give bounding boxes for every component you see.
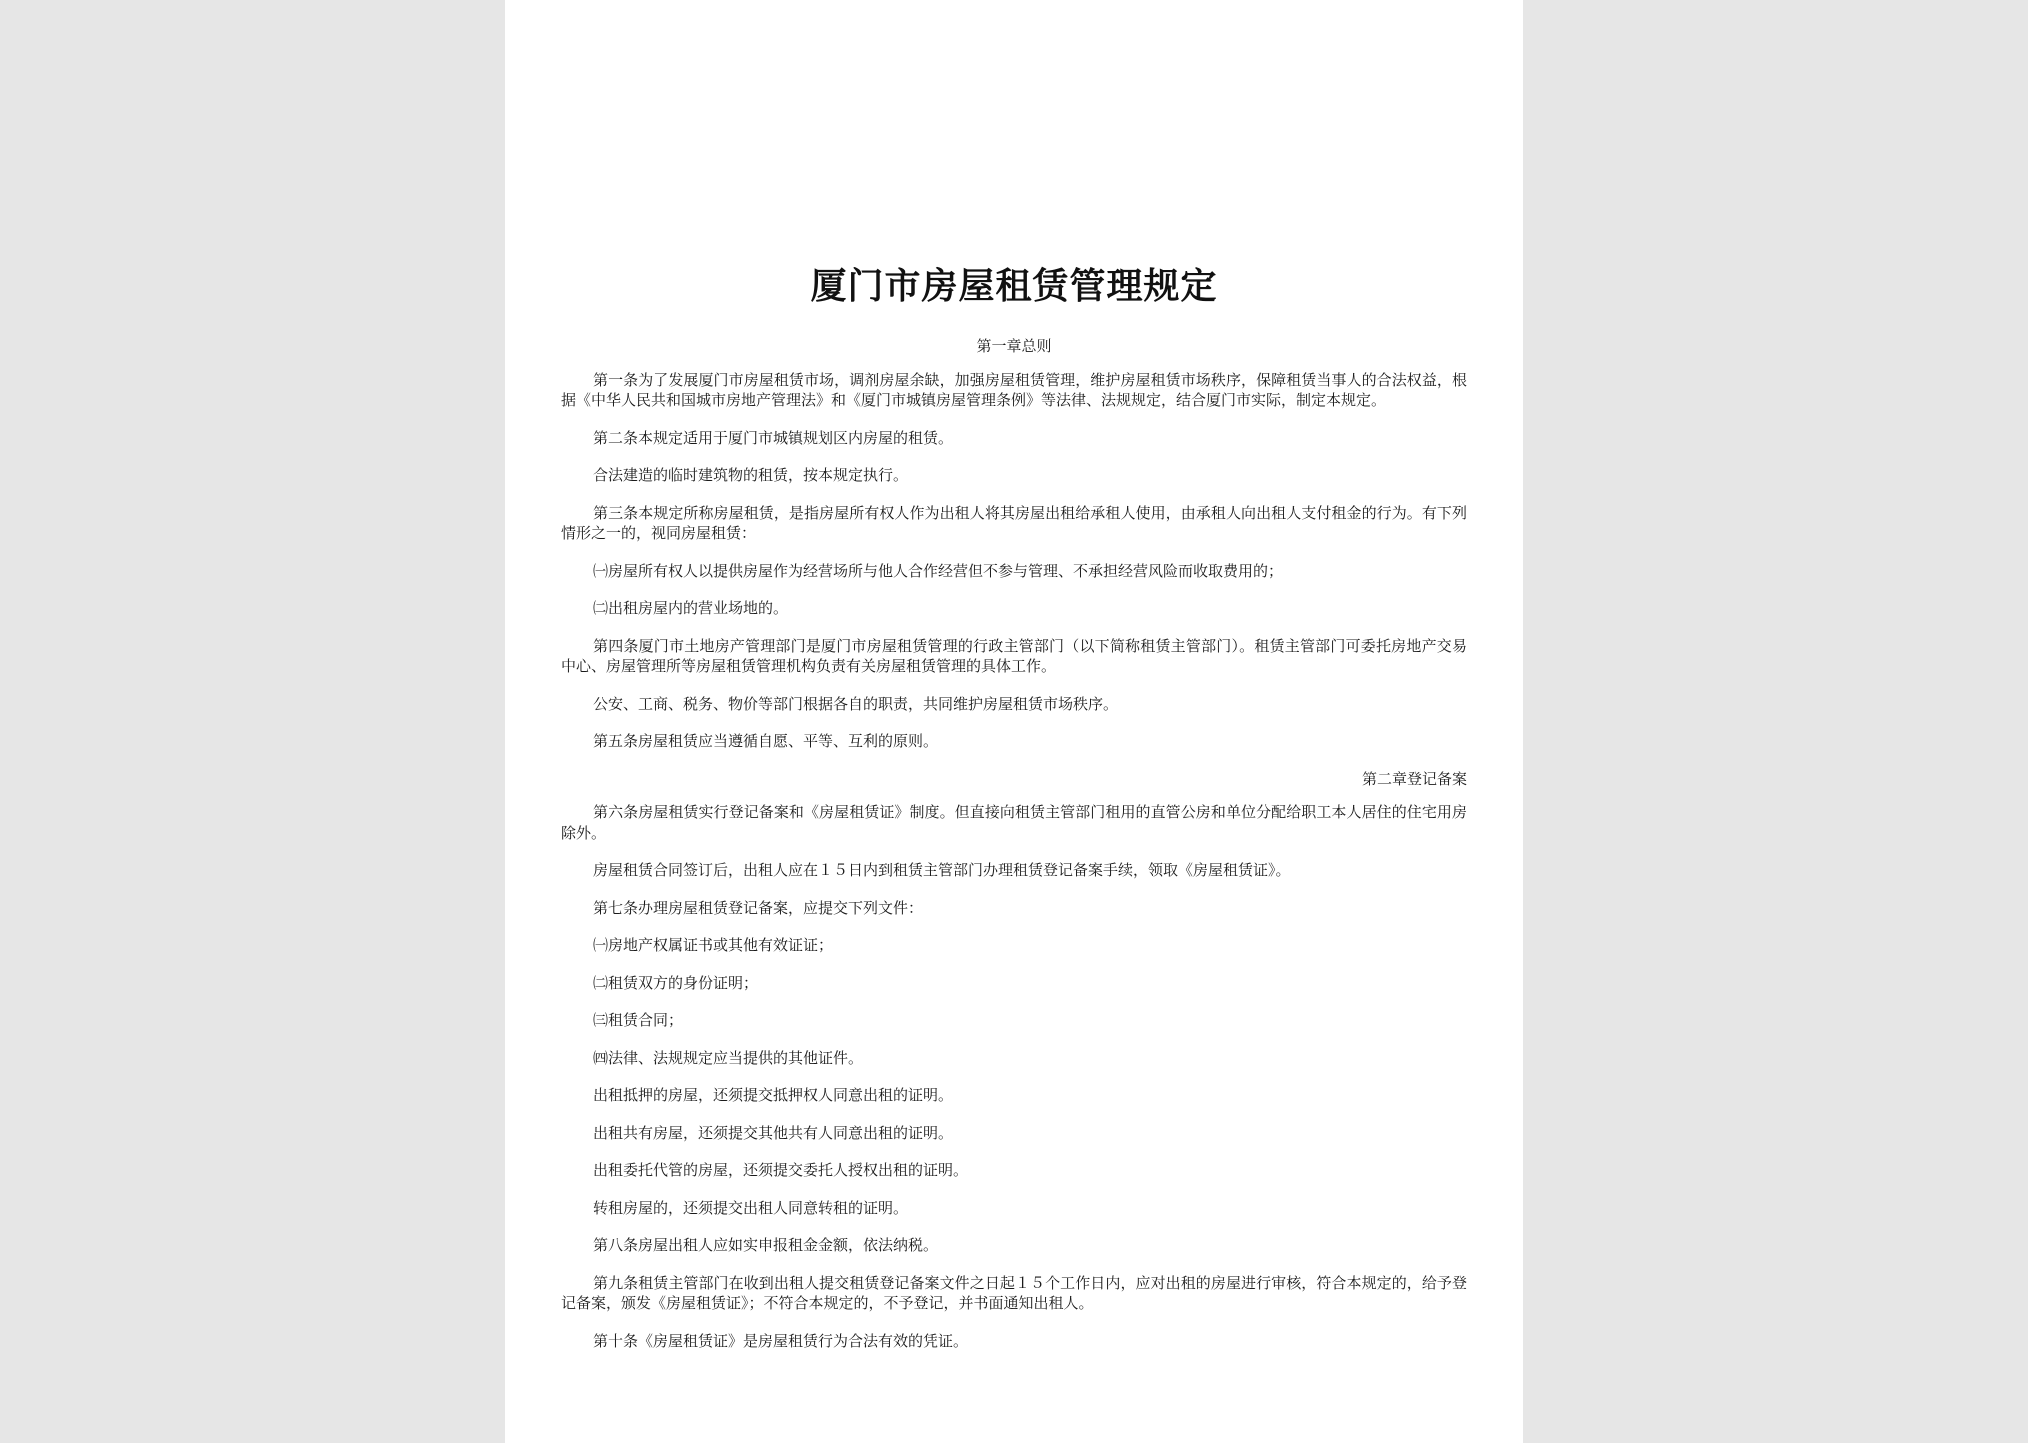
- paragraph-article-9: 第九条租赁主管部门在收到出租人提交租赁登记备案文件之日起１５个工作日内，应对出租的房屋进行审核，符合本规定的，给予登记备案，颁发《房屋租赁证》；不符合本规定的，不予登记，并书面通知出租人。: [561, 1273, 1467, 1312]
- paragraph-departments: 公安、工商、税务、物价等部门根据各自的职责，共同维护房屋租赁市场秩序。: [593, 694, 1119, 713]
- paragraph-temporary-buildings: 合法建造的临时建筑物的租赁，按本规定执行。: [593, 466, 909, 484]
- paragraph-article-7-item-2: ㈡租赁双方的身份证明；: [593, 973, 759, 992]
- paragraph-article-7-item-4: ㈣法律、法规规定应当提供的其他证件。: [593, 1048, 864, 1067]
- paragraph-article-2: 第二条本规定适用于厦门市城镇规划区内房屋的租赁。: [593, 428, 954, 447]
- paragraph-article-7: 第七条办理房屋租赁登记备案，应提交下列文件：: [593, 898, 924, 917]
- paragraph-registration-deadline: 房屋租赁合同签订后，出租人应在１５日内到租赁主管部门办理租赁登记备案手续，领取《房屋租赁证》。: [593, 861, 1291, 879]
- paragraph-entrusted-house: 出租委托代管的房屋，还须提交委托人授权出租的证明。: [593, 1161, 969, 1179]
- document-page: [505, 0, 1523, 1443]
- paragraph-article-5: 第五条房屋租赁应当遵循自愿、平等、互利的原则。: [593, 732, 939, 750]
- document-title: 厦门市房屋租赁管理规定: [810, 265, 1218, 307]
- paragraph-article-8: 第八条房屋出租人应如实申报租金金额，依法纳税。: [593, 1236, 939, 1254]
- paragraph-article-3: 第三条本规定所称房屋租赁，是指房屋所有权人作为出租人将其房屋出租给承租人使用，由承租人向出租人支付租金的行为。有下列情形之一的，视同房屋租赁：: [561, 503, 1467, 542]
- paragraph-article-3-item-2: ㈡出租房屋内的营业场地的。: [593, 599, 789, 617]
- paragraph-shared-house: 出租共有房屋，还须提交其他共有人同意出租的证明。: [593, 1123, 954, 1142]
- paragraph-article-3-item-1: ㈠房屋所有权人以提供房屋作为经营场所与他人合作经营但不参与管理、不承担经营风险而收取费用的；: [593, 561, 1284, 580]
- paragraph-article-7-item-3: ㈢租赁合同；: [593, 1011, 684, 1029]
- paragraph-article-7-item-1: ㈠房地产权属证书或其他有效证证；: [593, 936, 834, 954]
- paragraph-article-6: 第六条房屋租赁实行登记备案和《房屋租赁证》制度。但直接向租赁主管部门租用的直管公房和单位分配给职工本人居住的住宅用房除外。: [561, 803, 1467, 842]
- paragraph-article-4: 第四条厦门市土地房产管理部门是厦门市房屋租赁管理的行政主管部门（以下简称租赁主管部门）。租赁主管部门可委托房地产交易中心、房屋管理所等房屋租赁管理机构负责有关房屋租赁管理的具体工作。: [561, 636, 1467, 675]
- paragraph-article-1: 第一条为了发展厦门市房屋租赁市场，调剂房屋余缺，加强房屋租赁管理，维护房屋租赁市场秩序，保障租赁当事人的合法权益，根据《中华人民共和国城市房地产管理法》和《厦门市城镇房屋管理条例》等法律、法规规定，结合厦门市实际，制定本规定。: [561, 370, 1467, 409]
- document-body: [561, 336, 1467, 1368]
- paragraph-article-10: 第十条《房屋租赁证》是房屋租赁行为合法有效的凭证。: [593, 1331, 969, 1350]
- paragraph-mortgaged-house: 出租抵押的房屋，还须提交抵押权人同意出租的证明。: [593, 1086, 954, 1104]
- chapter-heading-1: 第一章总则: [976, 337, 1052, 355]
- chapter-heading-2: 第二章登记备案: [1361, 769, 1467, 788]
- paragraph-sublease: 转租房屋的，还须提交出租人同意转租的证明。: [593, 1198, 909, 1217]
